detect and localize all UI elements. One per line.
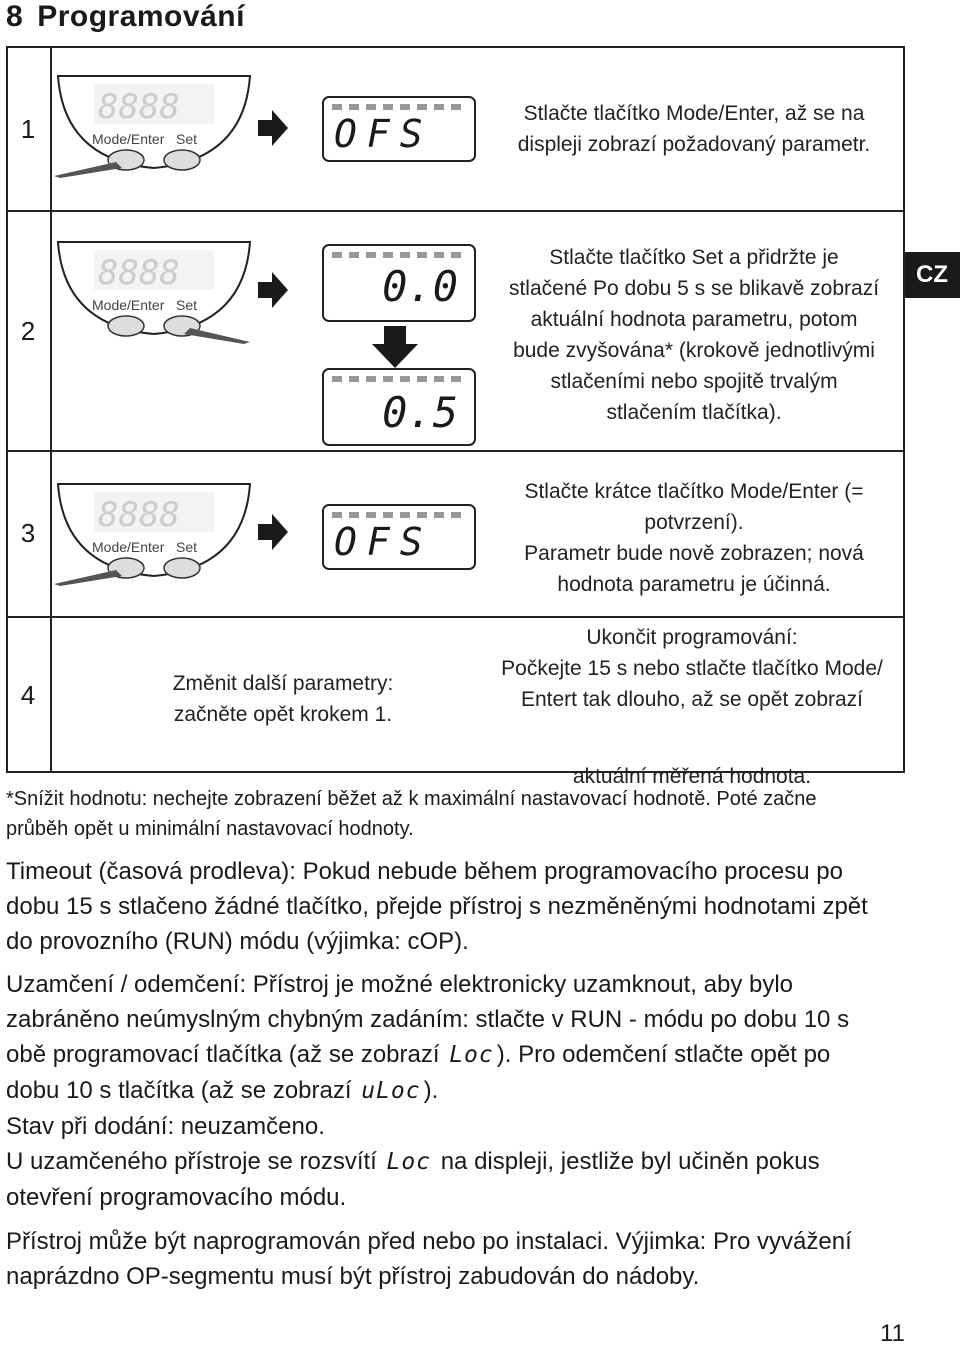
right-arrow-icon — [258, 272, 288, 308]
device-illustration-2 — [54, 234, 254, 344]
down-arrow-icon — [372, 326, 418, 368]
footnote: *Snížit hodnotu: nechejte zobrazení běžet až k maximální nastavovací hodnotě. Poté začne průběh opět u minimální nastavovací hodnoty. — [6, 788, 817, 840]
display-value: OFS — [334, 112, 433, 156]
svg-text:Mode/Enter: Mode/Enter — [92, 297, 165, 313]
svg-text:Set: Set — [176, 297, 198, 313]
right-arrow-icon — [258, 110, 288, 146]
display-value-incremented: 0.5 — [382, 388, 458, 437]
install-paragraph: Přístroj může být naprogramován před nebo po instalaci. Výjimka: Pro vyvážení naprázdno OP-segmentu musí být přístroj zabudován do nádoby. — [6, 1228, 852, 1290]
loc-display-symbol: Loc — [449, 1042, 494, 1068]
step-4-left-text: Změnit další parametry: začněte opět krokem 1. — [172, 672, 394, 726]
right-arrow-icon — [258, 514, 288, 550]
step-number-2: 2 — [20, 316, 36, 346]
step-number-1: 1 — [20, 114, 36, 144]
page-number: 11 — [880, 1320, 905, 1347]
device-illustration-3 — [54, 476, 254, 586]
lcd-display-1 — [322, 96, 476, 162]
svg-text:8888: 8888 — [98, 495, 180, 535]
svg-text:8888: 8888 — [98, 253, 180, 293]
set-label: Set — [176, 131, 198, 147]
lcd-display-3 — [322, 504, 476, 570]
svg-text:Mode/Enter: Mode/Enter — [92, 539, 165, 555]
step-number-4: 4 — [20, 680, 36, 710]
svg-text:8888: 8888 — [98, 87, 180, 127]
step-4-text: Ukončit programování: Počkejte 15 s nebo stlačte tlačítko Mode/ Entert tak dlouho, až se opět zobrazí aktuální měřená hodnota. — [501, 626, 883, 788]
programming-table — [6, 46, 905, 788]
mode-enter-label: Mode/Enter — [92, 131, 165, 147]
step-3-text: Stlačte krátce tlačítko Mode/Enter (= potvrzení). Parametr bude nově zobrazen; nová hodnota parametru je účinná. — [524, 480, 864, 596]
lcd-display-2a — [322, 244, 476, 322]
display-value: OFS — [334, 520, 433, 564]
section-title: Programování — [37, 0, 245, 33]
loc-display-symbol: Loc — [386, 1149, 432, 1175]
lcd-display-2b — [322, 368, 476, 446]
section-heading — [6, 0, 245, 34]
display-value-blink: 0.0 — [382, 262, 458, 311]
device-illustration-1 — [54, 68, 254, 178]
svg-text:Set: Set — [176, 539, 198, 555]
timeout-paragraph: Timeout (časová prodleva): Pokud nebude během programovacího procesu po dobu 15 s stlačeno žádné tlačítko, přejde přístroj s nezměněnými hodnotami zpět do provozního (RUN) módu (výjimka: cOP). — [6, 858, 868, 955]
lock-paragraph: Uzamčení / odemčení: Přístroj je možné elektronicky uzamknout, aby bylo zabráněno neúmyslným chybným zadáním: stlačte v RUN - módu po dobu 10 s obě programovací tlačítka (až se zobrazí Loc ). Pro odemčení stlačte opět po dobu 10 s tlačítka (až se zobrazí uLoc ). Stav při dodání: neuzamčeno. U uzamčeného přístroje se rozsvítí Loc na displeji, jestliže byl učiněn pokus otevření programovacího módu. — [6, 971, 850, 1211]
uloc-display-symbol: uLoc — [361, 1078, 421, 1104]
section-number: 8 — [6, 0, 24, 33]
step-2-text: Stlačte tlačítko Set a přidržte je stlačené Po dobu 5 s se blikavě zobrazí aktuální hodnota parametru, potom bude zvyšována* (krokově jednotlivými stlačeními nebo spojitě trvalým stlačením tlačítka). — [508, 246, 880, 424]
step-1-text: Stlačte tlačítko Mode/Enter, až se na displeji zobrazí požadovaný parametr. — [517, 102, 871, 156]
step-number-3: 3 — [20, 518, 36, 548]
language-tab: CZ — [904, 252, 960, 298]
